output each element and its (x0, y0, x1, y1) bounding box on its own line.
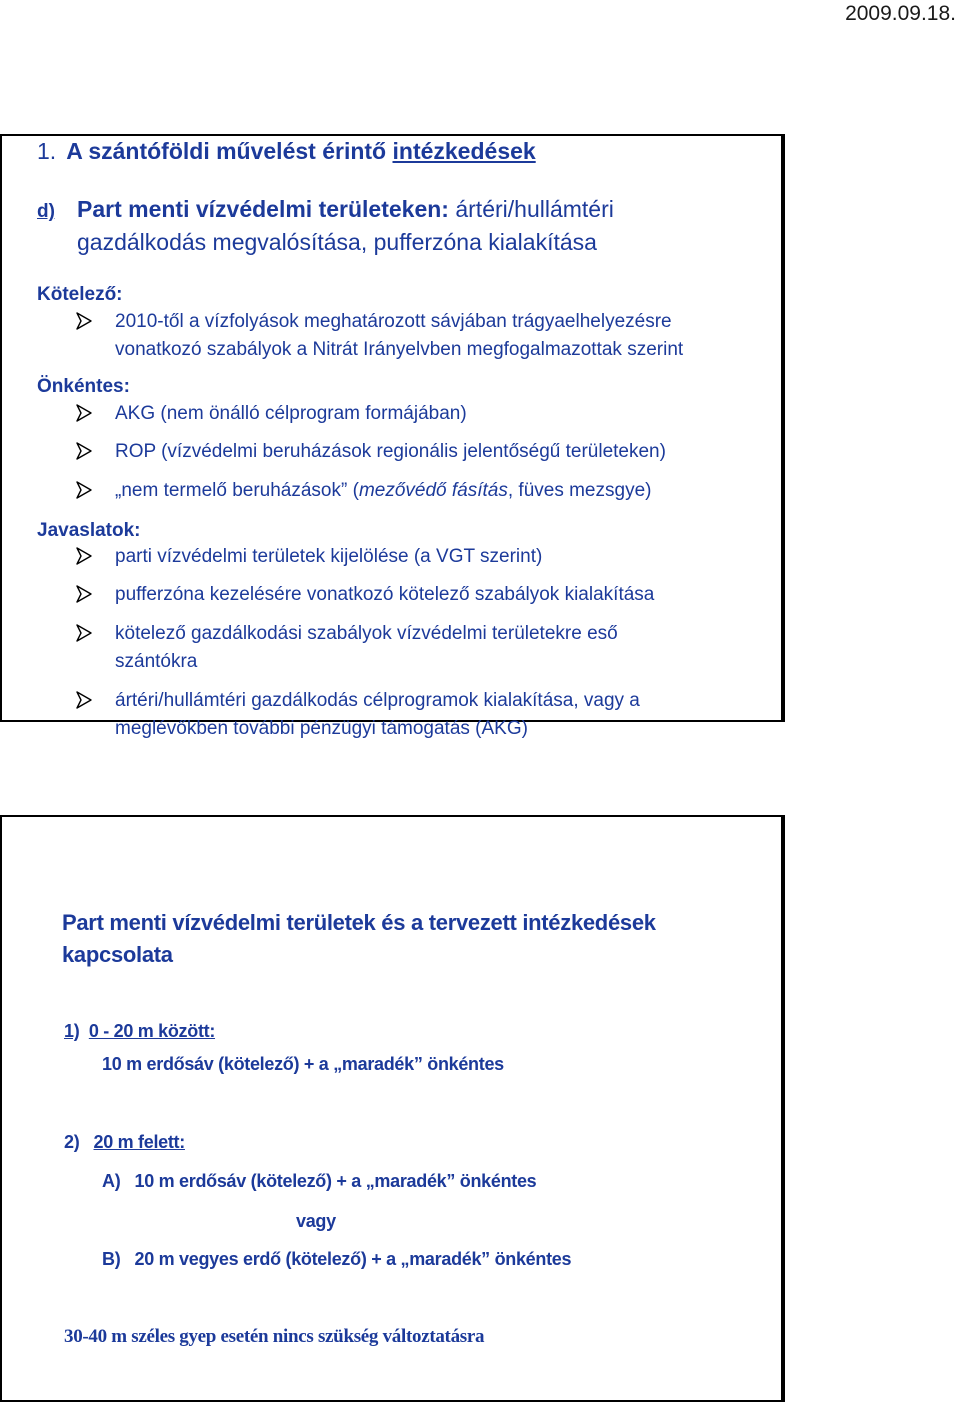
point-2-a: A) 10 m erdősáv (kötelező) + a „maradék” önkéntes (102, 1171, 537, 1191)
arrowhead-bullet-icon (76, 442, 92, 460)
arrowhead-bullet-icon (76, 585, 92, 603)
slide-1-title (37, 138, 536, 165)
subtitle-letter: d) (37, 201, 55, 222)
kotelezo-heading: Kötelező: (37, 284, 123, 305)
arrowhead-bullet-icon (76, 624, 92, 642)
point-2-or: vagy (296, 1211, 336, 1231)
list-item: AKG (nem önálló célprogram formájában) (76, 400, 467, 428)
point-2-heading: 2) 20 m felett: (64, 1132, 185, 1152)
list-item: pufferzóna kezelésére vonatkozó kötelező szabályok kialakítása (76, 581, 654, 609)
point-1-text: 10 m erdősáv (kötelező) + a „maradék” önkéntes (102, 1054, 504, 1074)
subtitle-rest: ártéri/hullámtéri (448, 196, 614, 222)
onkentes-heading: Önkéntes: (37, 376, 130, 397)
arrowhead-bullet-icon (76, 312, 92, 330)
subtitle-line-2: gazdálkodás megvalósítása, pufferzóna kialakítása (77, 229, 597, 255)
title-number: 1. (37, 138, 57, 164)
point-2-b: B) 20 m vegyes erdő (kötelező) + a „maradék” önkéntes (102, 1249, 572, 1269)
javaslatok-heading: Javaslatok: (37, 520, 141, 541)
list-item: ROP (vízvédelmi beruházások regionális jelentőségű területeken) (76, 438, 666, 466)
title-main: A szántóföldi művelést érintő (66, 138, 393, 164)
list-item: parti vízvédelmi területek kijelölése (a VGT szerint) (76, 543, 542, 571)
slide-1 (0, 134, 785, 739)
arrowhead-bullet-icon (76, 691, 92, 709)
slide-1-subtitle (37, 194, 614, 258)
date-header: 2009.09.18. (845, 2, 956, 25)
slide-2-title: Part menti vízvédelmi területek és a tervezett intézkedések kapcsolata (62, 910, 656, 967)
list-item: „nem termelő beruházások” (mezővédő fásítás, füves mezsgye) (76, 477, 651, 505)
arrowhead-bullet-icon (76, 404, 92, 422)
subtitle-bold: Part menti vízvédelmi területeken: (77, 196, 449, 222)
list-item: kötelező gazdálkodási szabályok vízvédelmi területekre eső szántókra (76, 620, 618, 676)
slide-2 (0, 815, 785, 1402)
arrowhead-bullet-icon (76, 547, 92, 565)
point-1-heading: 1) 0 - 20 m között: (64, 1021, 216, 1041)
list-item: 2010-től a vízfolyások meghatározott sávjában trágyaelhelyezésre vonatkozó szabályok a Nitrát Irányelvben megfogalmazottak szerint (76, 308, 683, 364)
slide-2-footer: 30-40 m széles gyep esetén nincs szükség változtatásra (64, 1326, 485, 1347)
arrowhead-bullet-icon (76, 481, 92, 499)
title-underlined: intézkedések (392, 138, 536, 164)
list-item: ártéri/hullámtéri gazdálkodás célprogramok kialakítása, vagy a meglévőkben további pénzügyi támogatás (AKG) (76, 687, 640, 743)
